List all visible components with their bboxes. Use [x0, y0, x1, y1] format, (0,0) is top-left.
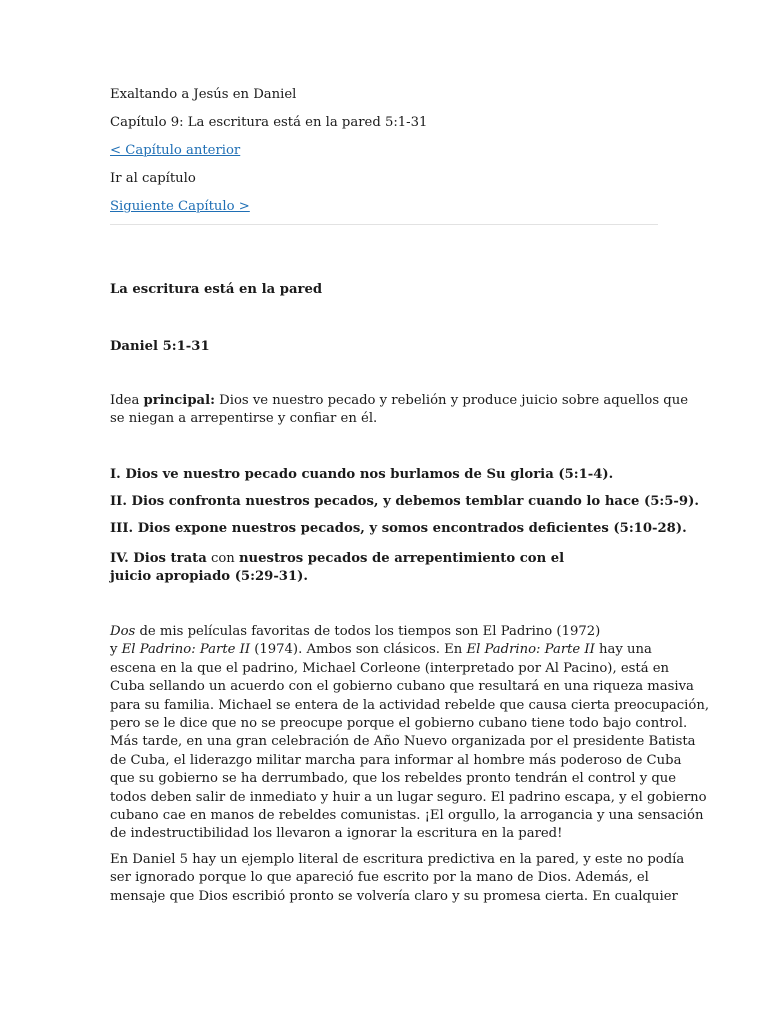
- passage-reference: Daniel 5:1-31: [110, 339, 210, 354]
- header-divider: [110, 224, 658, 225]
- paragraph-1-line-4: Cuba sellando un acuerdo con el gobierno cubano que resultará en una riqueza masiva: [110, 679, 694, 695]
- outline-point-2: II. Dios confronta nuestros pecados, y debemos temblar cuando lo hace (5:5-9).: [110, 494, 699, 509]
- outline-point-4b: con: [206, 551, 239, 566]
- paragraph-1-line-2-post: hay una: [594, 642, 652, 658]
- paragraph-1: [110, 623, 710, 844]
- document-header: [110, 86, 658, 104]
- main-idea-label: principal:: [143, 393, 215, 408]
- sermon-outline: [110, 466, 658, 484]
- paragraph-2-line-3: mensaje que Dios escribió pronto se volvería claro y su promesa cierta. En cualquier: [110, 888, 678, 904]
- chapter-title: Capítulo 9: La escritura está en la pared 5:1-31: [110, 115, 428, 130]
- outline-point-1: I. Dios ve nuestro pecado cuando nos burlamos de Su gloria (5:1-4).: [110, 467, 614, 482]
- main-idea-text-1: Dios ve nuestro pecado y rebelión y produce juicio sobre aquellos que: [214, 393, 689, 408]
- paragraph-2-line-2: ser ignorado porque lo que apareció fue escrito por la mano de Dios. Además, el: [110, 870, 649, 886]
- section-title: La escritura está en la pared: [110, 282, 323, 297]
- paragraph-1-line-10: todos deben salir de inmediato y huir a un lugar seguro. El padrino escapa, y el gobierno: [110, 789, 707, 805]
- film-title-1: El Padrino: Parte II: [121, 642, 251, 658]
- paragraph-1-line-1: de mis películas favoritas de todos los tiempos son El Padrino (1972): [135, 624, 601, 639]
- main-idea: [110, 392, 689, 428]
- paragraph-1-line-12: de indestructibilidad los llevaron a ignorar la escritura en la pared!: [110, 826, 563, 842]
- paragraph-1-line-2-pre: y: [110, 642, 122, 658]
- main-idea-text-2: se niegan a arrepentirse y confiar en él.: [110, 411, 378, 426]
- film-title-2: El Padrino: Parte II: [466, 642, 595, 658]
- outline-point-4d: juicio apropiado (5:29-31).: [110, 569, 308, 584]
- paragraph-1-line-3: escena en la que el padrino, Michael Corleone (interpretado por Al Pacino), está en: [110, 660, 670, 676]
- main-idea-prefix: Idea: [110, 393, 144, 408]
- paragraph-1-line-2-mid: (1974). Ambos son clásicos. En: [250, 642, 467, 658]
- paragraph-1-line-9: que su gobierno se ha derrumbado, que los rebeldes pronto tendrán el control y que: [110, 771, 677, 787]
- paragraph-1-line-6: pero se le dice que no se preocupe porque el gobierno cubano tiene todo bajo control.: [110, 716, 688, 732]
- paragraph-2: [110, 851, 685, 906]
- paragraph-1-line-5: para su familia. Michael se entera de la actividad rebelde que causa cierta preocupación,: [110, 697, 710, 713]
- paragraph-1-line-11: cubano cae en manos de rebeldes comunistas. ¡El orgullo, la arrogancia y una sensación: [110, 808, 704, 824]
- outline-point-4a: IV. Dios trata: [110, 551, 207, 566]
- outline-point-3: III. Dios expone nuestros pecados, y somos encontrados deficientes (5:10-28).: [110, 521, 687, 536]
- paragraph-1-line-8: de Cuba, el liderazgo militar marcha para informar al hombre más poderoso de Cuba: [110, 752, 682, 768]
- previous-chapter-link[interactable]: < Capítulo anterior: [110, 143, 241, 158]
- paragraph-2-line-1: En Daniel 5 hay un ejemplo literal de escritura predictiva en la pared, y este no podía: [110, 852, 685, 867]
- paragraph-1-italic-start: Dos: [110, 624, 136, 639]
- next-chapter-link[interactable]: Siguiente Capítulo >: [110, 199, 250, 214]
- book-title: Exaltando a Jesús en Daniel: [110, 87, 297, 102]
- outline-point-4c: nuestros pecados de arrepentimiento con el: [238, 551, 565, 566]
- go-to-chapter-label[interactable]: Ir al capítulo: [110, 171, 196, 186]
- paragraph-1-line-7: Más tarde, en una gran celebración de Año Nuevo organizada por el presidente Batista: [110, 734, 696, 750]
